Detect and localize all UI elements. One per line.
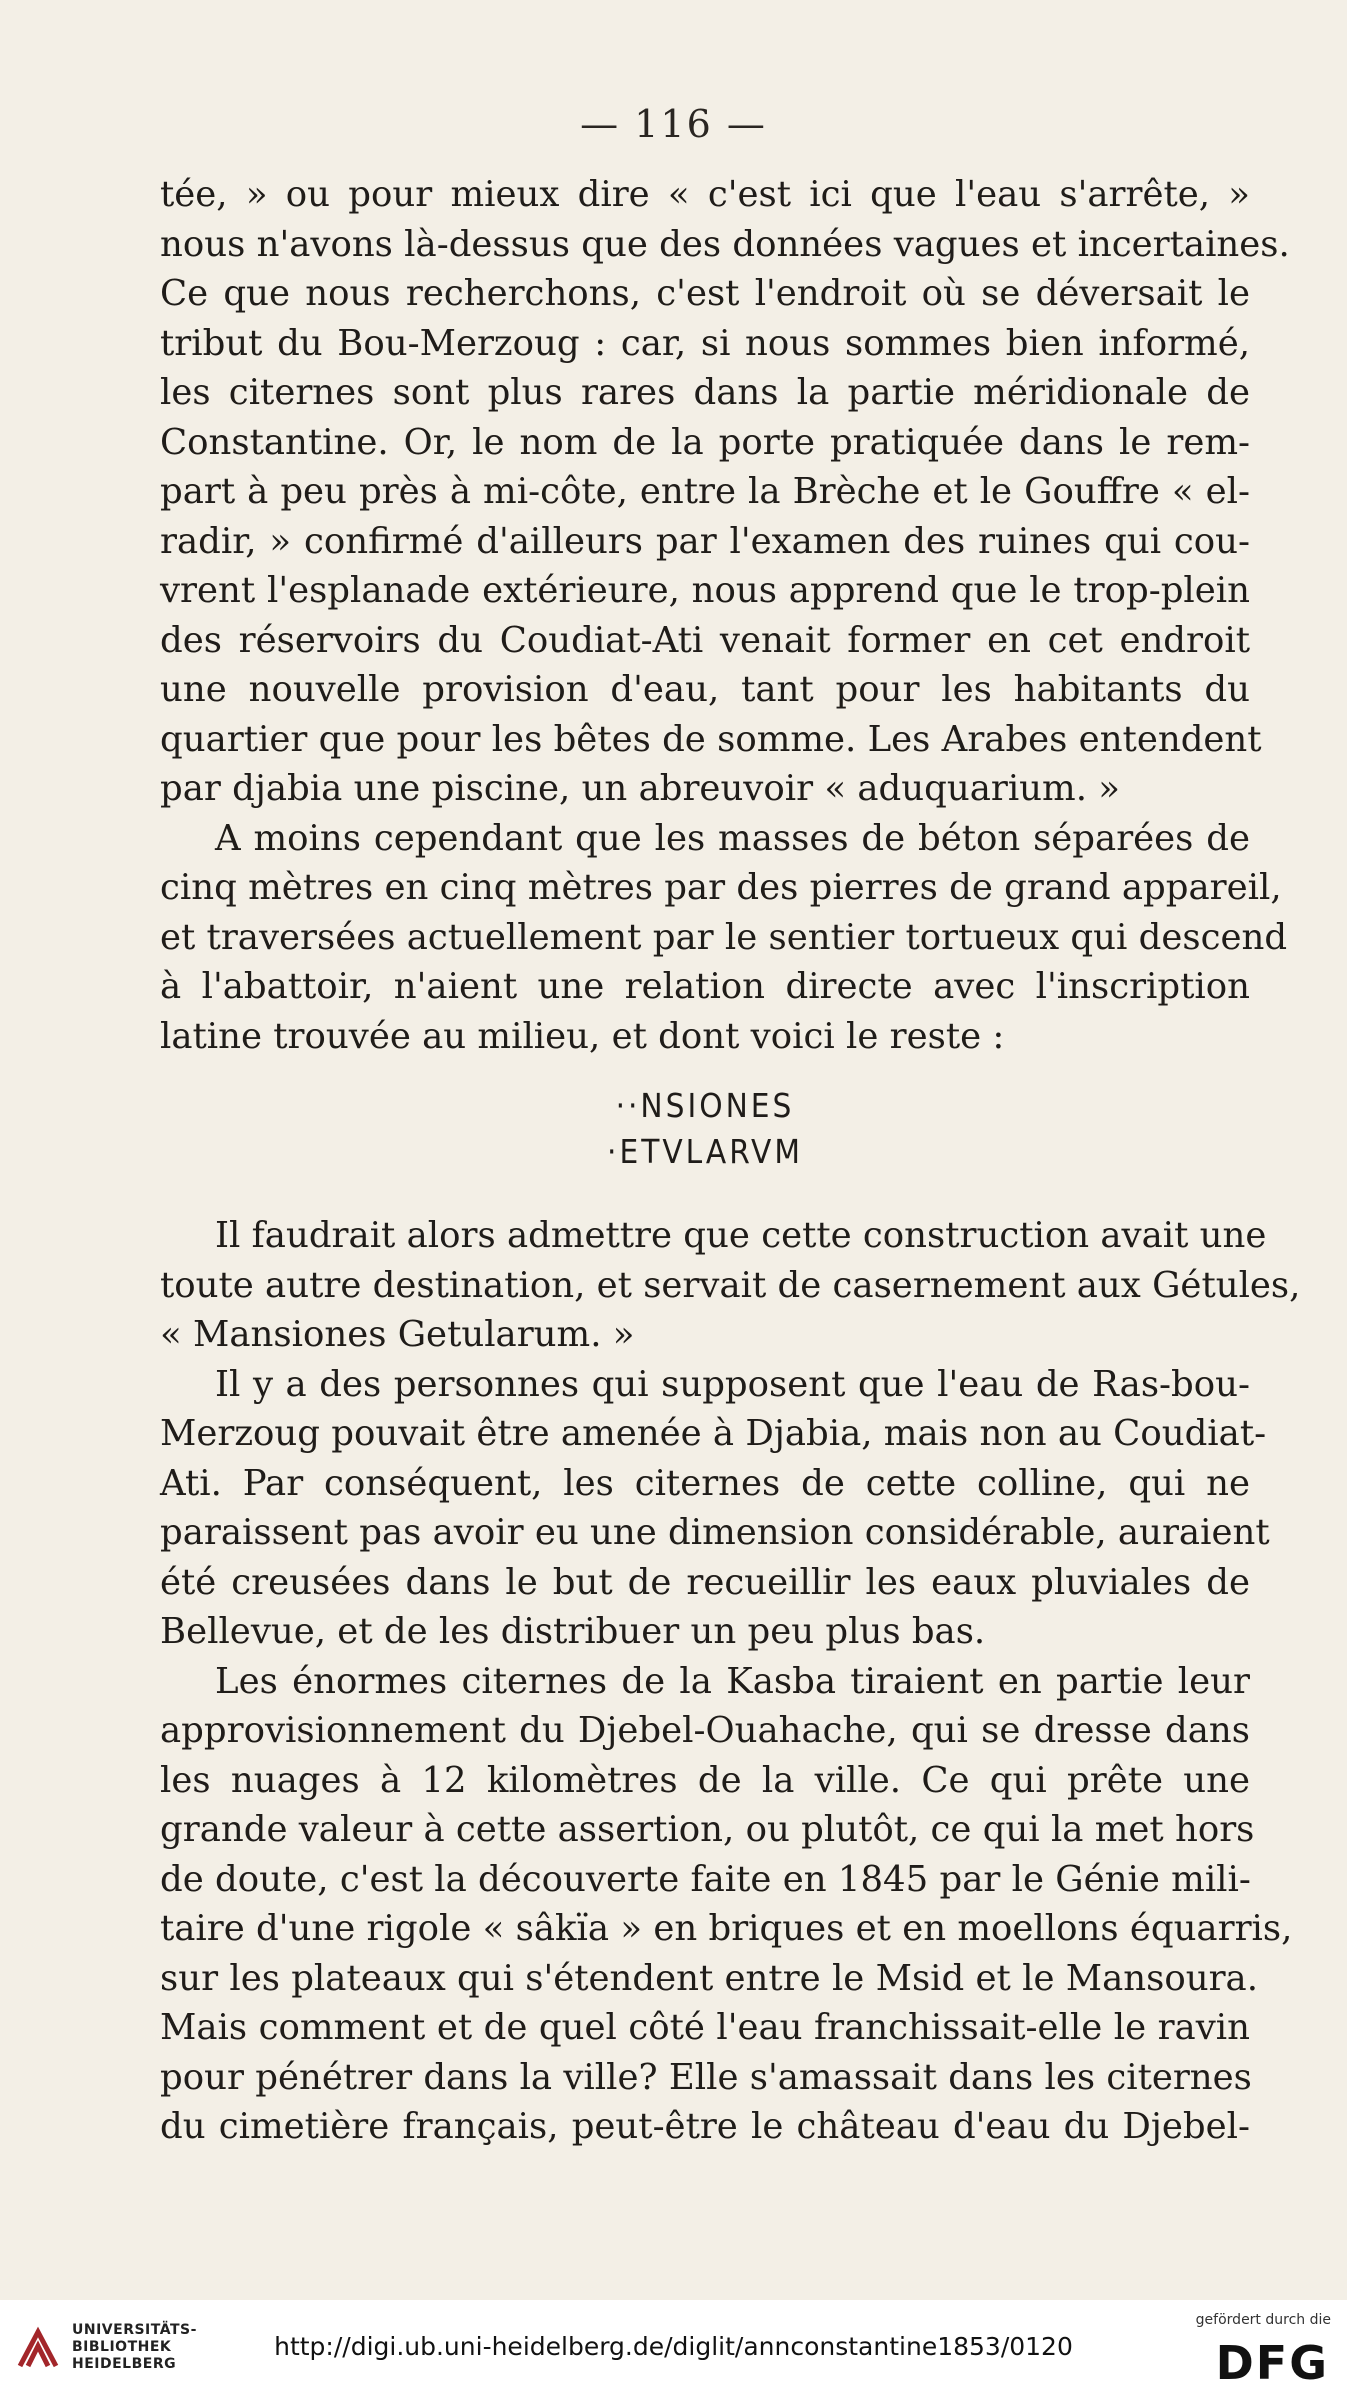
text-line: latine trouvée au milieu, et dont voici le reste : — [160, 1015, 1005, 1057]
latin-inscription — [160, 1083, 1250, 1175]
text-line: grande valeur à cette assertion, ou plutôt, ce qui la met hors — [160, 1809, 1255, 1850]
inscription-line: ··NSIONES — [615, 1086, 795, 1125]
text-line: toute autre destination, et servait de casernement aux Gétules, — [160, 1264, 1301, 1306]
text-line: radir, » confirmé d'ailleurs par l'examen des ruines qui cou- — [160, 520, 1250, 562]
text-line: à l'abattoir, n'aient une relation directe avec l'inscription — [160, 966, 1250, 1007]
page-number: — 116 — — [580, 102, 767, 146]
text-line: Il y a des personnes qui supposent que l'eau de Ras-bou- — [215, 1363, 1250, 1405]
text-line: des réservoirs du Coudiat-Ati venait former en cet endroit — [160, 619, 1250, 661]
body-text — [160, 170, 1301, 2152]
paragraph-2 — [160, 814, 1288, 1062]
text-line: Mais comment et de quel côté l'eau franchissait-elle le ravin — [160, 2007, 1250, 2048]
text-line: part à peu près à mi-côte, entre la Brèche et le Gouffre « el- — [160, 471, 1250, 512]
viewer-footer — [0, 2300, 1347, 2396]
text-line: Ati. Par conséquent, les citernes de cette colline, qui ne — [160, 1462, 1250, 1504]
dfg-logo: DFG — [1215, 2336, 1329, 2390]
text-line: Merzoug pouvait être amenée à Djabia, mais non au Coudiat- — [160, 1413, 1267, 1454]
text-line: paraissent pas avoir eu une dimension considérable, auraient — [160, 1512, 1270, 1553]
text-line: de doute, c'est la découverte faite en 1845 par le Génie mili- — [160, 1858, 1251, 1900]
text-line: et traversées actuellement par le sentier tortueux qui descend — [160, 916, 1288, 958]
text-line: nous n'avons là-dessus que des données vagues et incertaines. — [160, 223, 1290, 265]
text-line: approvisionnement du Djebel-Ouahache, qui se dresse dans — [160, 1710, 1250, 1751]
inscription-line: ·ETVLARVM — [607, 1132, 803, 1171]
paragraph-4 — [160, 1360, 1270, 1657]
paragraph-5 — [160, 1657, 1293, 2152]
text-line: tée, » ou pour mieux dire « c'est ici que l'eau s'arrête, » — [160, 174, 1250, 215]
paragraph-1 — [160, 170, 1290, 814]
text-line: tribut du Bou-Merzoug : car, si nous sommes bien informé, — [160, 322, 1250, 364]
text-line: Constantine. Or, le nom de la porte pratiquée dans le rem- — [160, 421, 1250, 463]
text-line: une nouvelle provision d'eau, tant pour les habitants du — [160, 669, 1250, 710]
funding-note: gefördert durch die — [1195, 2312, 1331, 2328]
permalink-url[interactable]: http://digi.ub.uni-heidelberg.de/diglit/annconstantine1853/0120 — [274, 2332, 1073, 2361]
text-line: A moins cependant que les masses de béton séparées de — [215, 817, 1250, 859]
text-line: sur les plateaux qui s'étendent entre le Msid et le Mansoura. — [160, 1957, 1258, 1999]
text-line: cinq mètres en cinq mètres par des pierres de grand appareil, — [160, 867, 1282, 908]
text-line: par djabia une piscine, un abreuvoir « aduquarium. » — [160, 768, 1120, 809]
library-name: UNIVERSITÄTS- BIBLIOTHEK HEIDELBERG — [72, 2322, 197, 2372]
text-line: du cimetière français, peut-être le château d'eau du Djebel- — [160, 2106, 1250, 2147]
paragraph-3 — [160, 1211, 1301, 1360]
text-line: vrent l'esplanade extérieure, nous apprend que le trop-plein — [160, 570, 1250, 611]
text-line: Bellevue, et de les distribuer un peu plus bas. — [160, 1611, 986, 1652]
text-line: taire d'une rigole « sâkïa » en briques et en moellons équarris, — [160, 1908, 1293, 1949]
text-line: les citernes sont plus rares dans la partie méridionale de — [160, 372, 1250, 413]
text-line: « Mansiones Getularum. » — [160, 1314, 635, 1355]
text-line: Ce que nous recherchons, c'est l'endroit où se déversait le — [160, 273, 1250, 314]
text-line: été creusées dans le but de recueillir les eaux pluviales de — [160, 1561, 1250, 1603]
text-line: quartier que pour les bêtes de somme. Les Arabes entendent — [160, 718, 1262, 760]
text-line: Les énormes citernes de la Kasba tiraient en partie leur — [215, 1660, 1250, 1702]
text-line: pour pénétrer dans la ville? Elle s'amassait dans les citernes — [160, 2056, 1252, 2098]
text-line: les nuages à 12 kilomètres de la ville. Ce qui prête une — [160, 1759, 1250, 1801]
text-line: Il faudrait alors admettre que cette construction avait une — [215, 1215, 1267, 1256]
